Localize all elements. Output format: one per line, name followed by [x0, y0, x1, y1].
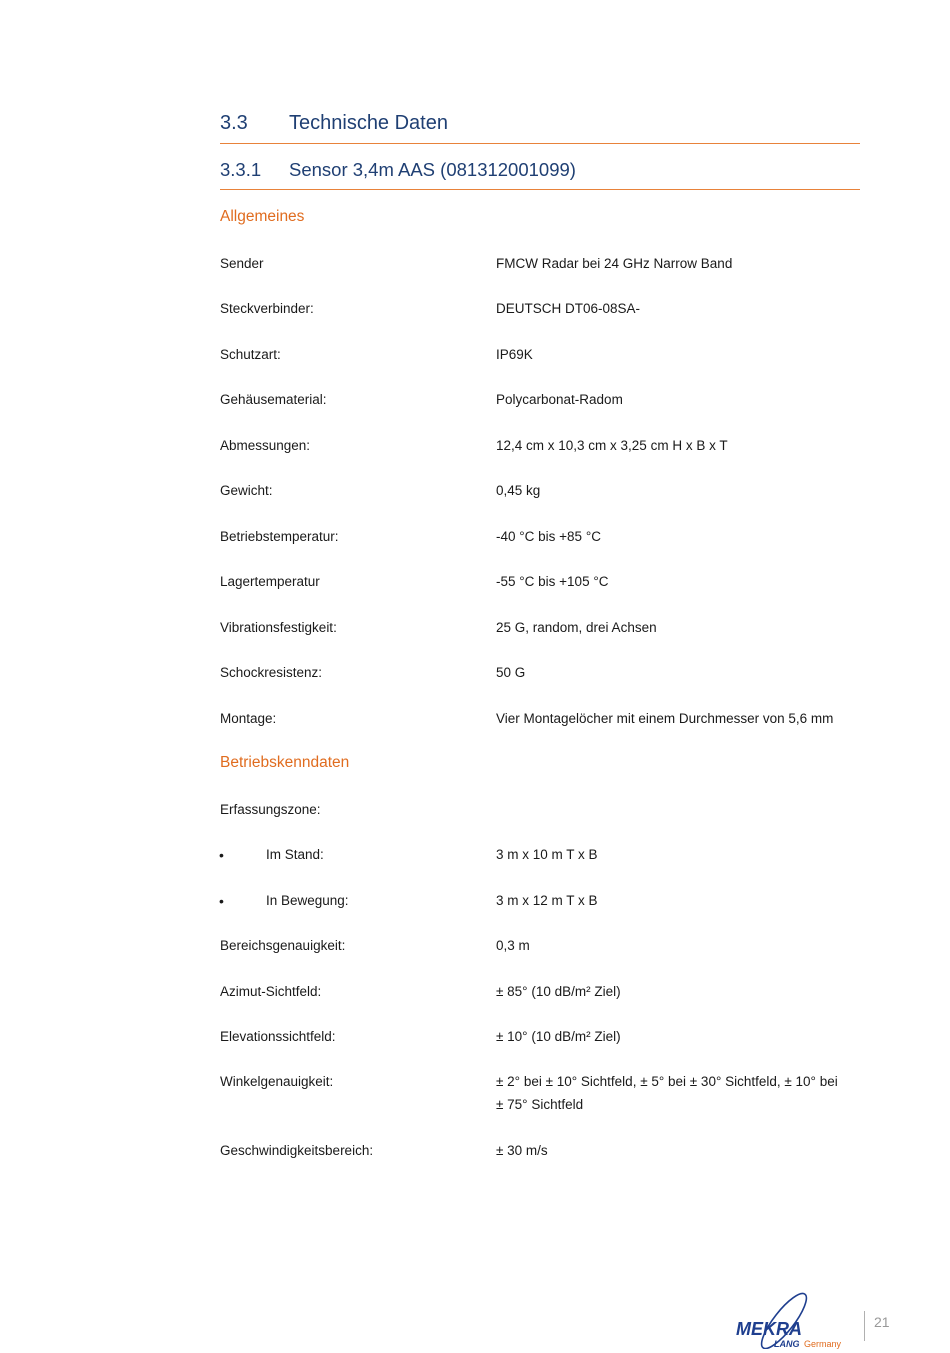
spec-label: Schutzart: — [220, 347, 281, 362]
spec-label: Geschwindigkeitsbereich: — [220, 1143, 374, 1158]
section-number: 3.3 — [220, 112, 248, 134]
spec-value: 3 m x 10 m T x B — [496, 847, 598, 862]
section-title: Technische Daten — [289, 112, 448, 134]
spec-label: Abmessungen: — [220, 438, 311, 453]
spec-label: Azimut-Sichtfeld: — [220, 984, 322, 999]
section-heading — [220, 112, 860, 144]
subsection-title: Sensor 3,4m AAS (081312001099) — [289, 159, 576, 180]
spec-label: Sender — [220, 256, 264, 271]
spec-value: 3 m x 12 m T x B — [496, 893, 598, 908]
mekra-lang-logo — [734, 1291, 849, 1349]
subsection-heading — [220, 159, 860, 190]
general-heading: Allgemeines — [220, 208, 305, 225]
spec-value: ± 30 m/s — [496, 1143, 548, 1158]
subsection-number: 3.3.1 — [220, 159, 262, 180]
footer-divider — [864, 1311, 865, 1341]
spec-value: -40 °C bis +85 °C — [496, 529, 601, 544]
logo-germany: Germany — [804, 1339, 842, 1349]
spec-value: IP69K — [496, 347, 533, 362]
operating-heading: Betriebskenndaten — [220, 754, 350, 771]
spec-label: Vibrationsfestigkeit: — [220, 620, 337, 635]
spec-label: Gewicht: — [220, 483, 273, 498]
spec-value: ± 85° (10 dB/m² Ziel) — [496, 984, 621, 999]
spec-value: 0,3 m — [496, 938, 530, 953]
spec-value: -55 °C bis +105 °C — [496, 574, 609, 589]
spec-value: ± 2° bei ± 10° Sichtfeld, ± 5° bei ± 30° Sichtfeld, ± 10° bei ± 75° Sichtfeld — [496, 1074, 838, 1112]
bullet-icon: • — [219, 847, 224, 863]
bullet-icon: • — [219, 893, 224, 909]
spec-value: ± 10° (10 dB/m² Ziel) — [496, 1029, 621, 1044]
logo-wordmark: MEKRA — [736, 1319, 802, 1339]
spec-label: Bereichsgenauigkeit: — [220, 938, 346, 953]
spec-value: Polycarbonat-Radom — [496, 392, 623, 407]
spec-value: 0,45 kg — [496, 483, 541, 498]
logo-lang: LANG — [774, 1339, 800, 1349]
spec-label: Betriebstemperatur: — [220, 529, 339, 544]
spec-label: Im Stand: — [266, 847, 324, 862]
spec-value: FMCW Radar bei 24 GHz Narrow Band — [496, 256, 733, 271]
spec-label: Winkelgenauigkeit: — [220, 1074, 334, 1089]
spec-label: Gehäusematerial: — [220, 392, 327, 407]
spec-value: 25 G, random, drei Achsen — [496, 620, 657, 635]
spec-value: DEUTSCH DT06-08SA- — [496, 301, 641, 316]
spec-label: Montage: — [220, 711, 277, 726]
spec-value: 50 G — [496, 665, 526, 680]
spec-label: Elevationssichtfeld: — [220, 1029, 336, 1044]
spec-label: In Bewegung: — [266, 893, 349, 908]
spec-value: Vier Montagelöcher mit einem Durchmesser von 5,6 mm — [496, 711, 834, 726]
zone-label: Erfassungszone: — [220, 802, 321, 817]
spec-label: Steckverbinder: — [220, 301, 314, 316]
page-number: 21 — [874, 1314, 890, 1330]
spec-label: Schockresistenz: — [220, 665, 323, 680]
spec-label: Lagertemperatur — [220, 574, 320, 589]
spec-value: 12,4 cm x 10,3 cm x 3,25 cm H x B x T — [496, 438, 728, 453]
